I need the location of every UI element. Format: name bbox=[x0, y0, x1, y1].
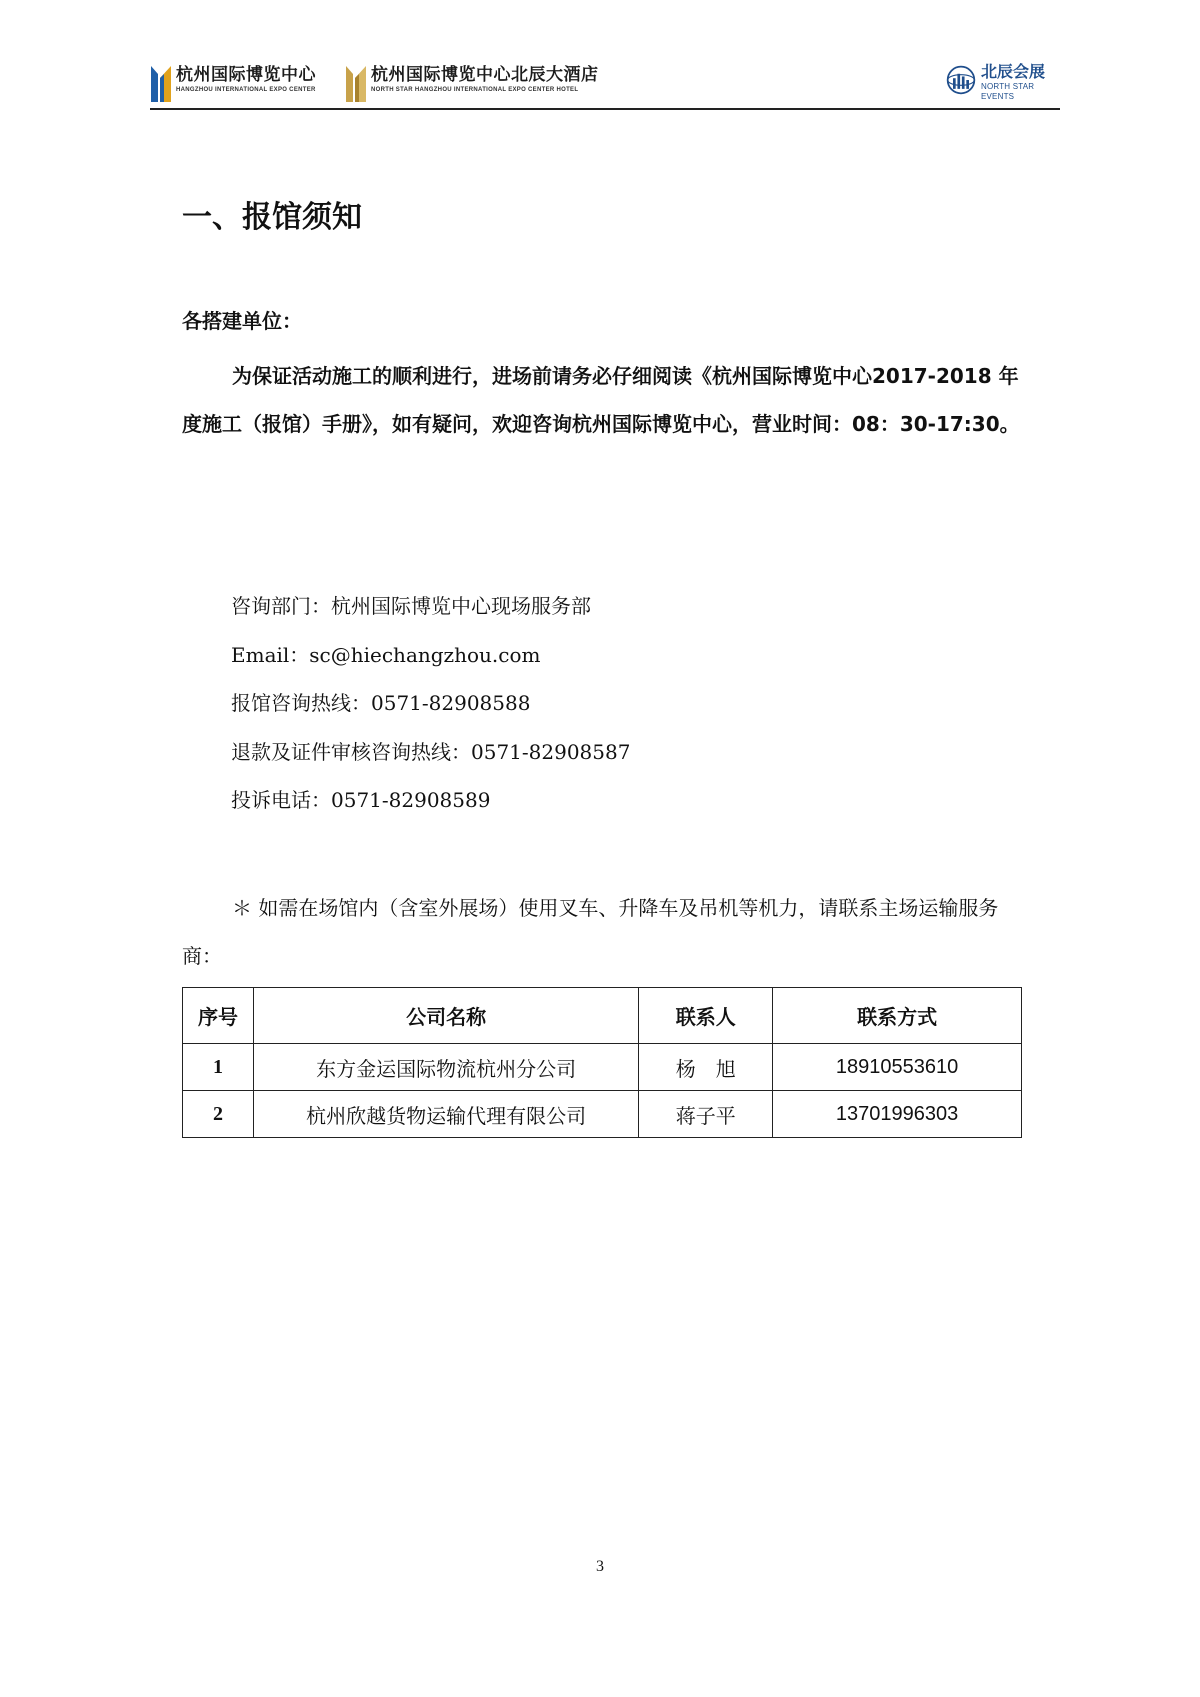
logo-cn-name: 杭州国际博览中心 bbox=[176, 65, 316, 85]
logo-en-name: NORTH STAR HANGZHOU INTERNATIONAL EXPO CENTER HOTEL bbox=[371, 87, 579, 93]
contact-department: 咨询部门：杭州国际博览中心现场服务部 bbox=[231, 594, 591, 618]
expo-building-icon bbox=[150, 64, 172, 104]
section-title: 一、报馆须知 bbox=[182, 200, 362, 235]
page-number: 3 bbox=[596, 1558, 604, 1575]
company-name: 东方金运国际物流杭州分公司 bbox=[253, 1044, 638, 1091]
column-header: 序号 bbox=[183, 988, 254, 1044]
intro-paragraph: 为保证活动施工的顺利进行，进场前请务必仔细阅读《杭州国际博览中心2017-2018 年度施工（报馆）手册》，如有疑问，欢迎咨询杭州国际博览中心，营业时间：08：30-17:30。 bbox=[182, 364, 1020, 436]
machinery-note: ＊ 如需在场馆内（含室外展场）使用叉车、升降车及吊机等机力，请联系主场运输服务商： bbox=[182, 896, 999, 968]
logo-cn-name: 北辰会展 bbox=[980, 62, 1045, 81]
hangzhou-expo-logo bbox=[150, 64, 316, 104]
column-header: 联系方式 bbox=[773, 988, 1022, 1044]
hotel-building-icon bbox=[345, 64, 367, 104]
page-header bbox=[150, 60, 1060, 110]
phone-number: 18910553610 bbox=[773, 1044, 1022, 1091]
logo-en-name: HANGZHOU INTERNATIONAL EXPO CENTER bbox=[176, 87, 316, 93]
header-divider bbox=[150, 108, 1060, 110]
column-header: 联系人 bbox=[639, 988, 773, 1044]
contact-hotline: 报馆咨询热线：0571-82908588 bbox=[231, 691, 531, 715]
company-name: 杭州欣越货物运输代理有限公司 bbox=[253, 1091, 638, 1138]
contact-person: 蒋子平 bbox=[639, 1091, 773, 1138]
table-header-row bbox=[183, 988, 1022, 1044]
north-star-events-logo bbox=[945, 62, 1060, 102]
carrier-table bbox=[182, 987, 1022, 1138]
column-header: 公司名称 bbox=[253, 988, 638, 1044]
logo-en-name: NORTH STAR EVENTS bbox=[980, 82, 1035, 101]
salutation: 各搭建单位： bbox=[182, 309, 302, 333]
contact-complaint: 投诉电话：0571-82908589 bbox=[231, 788, 491, 812]
table-row bbox=[183, 1044, 1022, 1091]
north-star-hotel-logo bbox=[345, 64, 599, 104]
row-index: 1 bbox=[183, 1044, 254, 1091]
globe-skyline-icon bbox=[945, 62, 977, 98]
table-row bbox=[183, 1091, 1022, 1138]
contact-email: Email：sc@hiechangzhou.com bbox=[231, 642, 541, 667]
contact-refund-hotline: 退款及证件审核咨询热线：0571-82908587 bbox=[231, 739, 631, 764]
contact-list bbox=[231, 591, 630, 834]
logo-cn-name: 杭州国际博览中心北辰大酒店 bbox=[371, 65, 599, 85]
row-index: 2 bbox=[183, 1091, 254, 1138]
phone-number: 13701996303 bbox=[773, 1091, 1022, 1138]
contact-person: 杨 旭 bbox=[639, 1044, 773, 1091]
